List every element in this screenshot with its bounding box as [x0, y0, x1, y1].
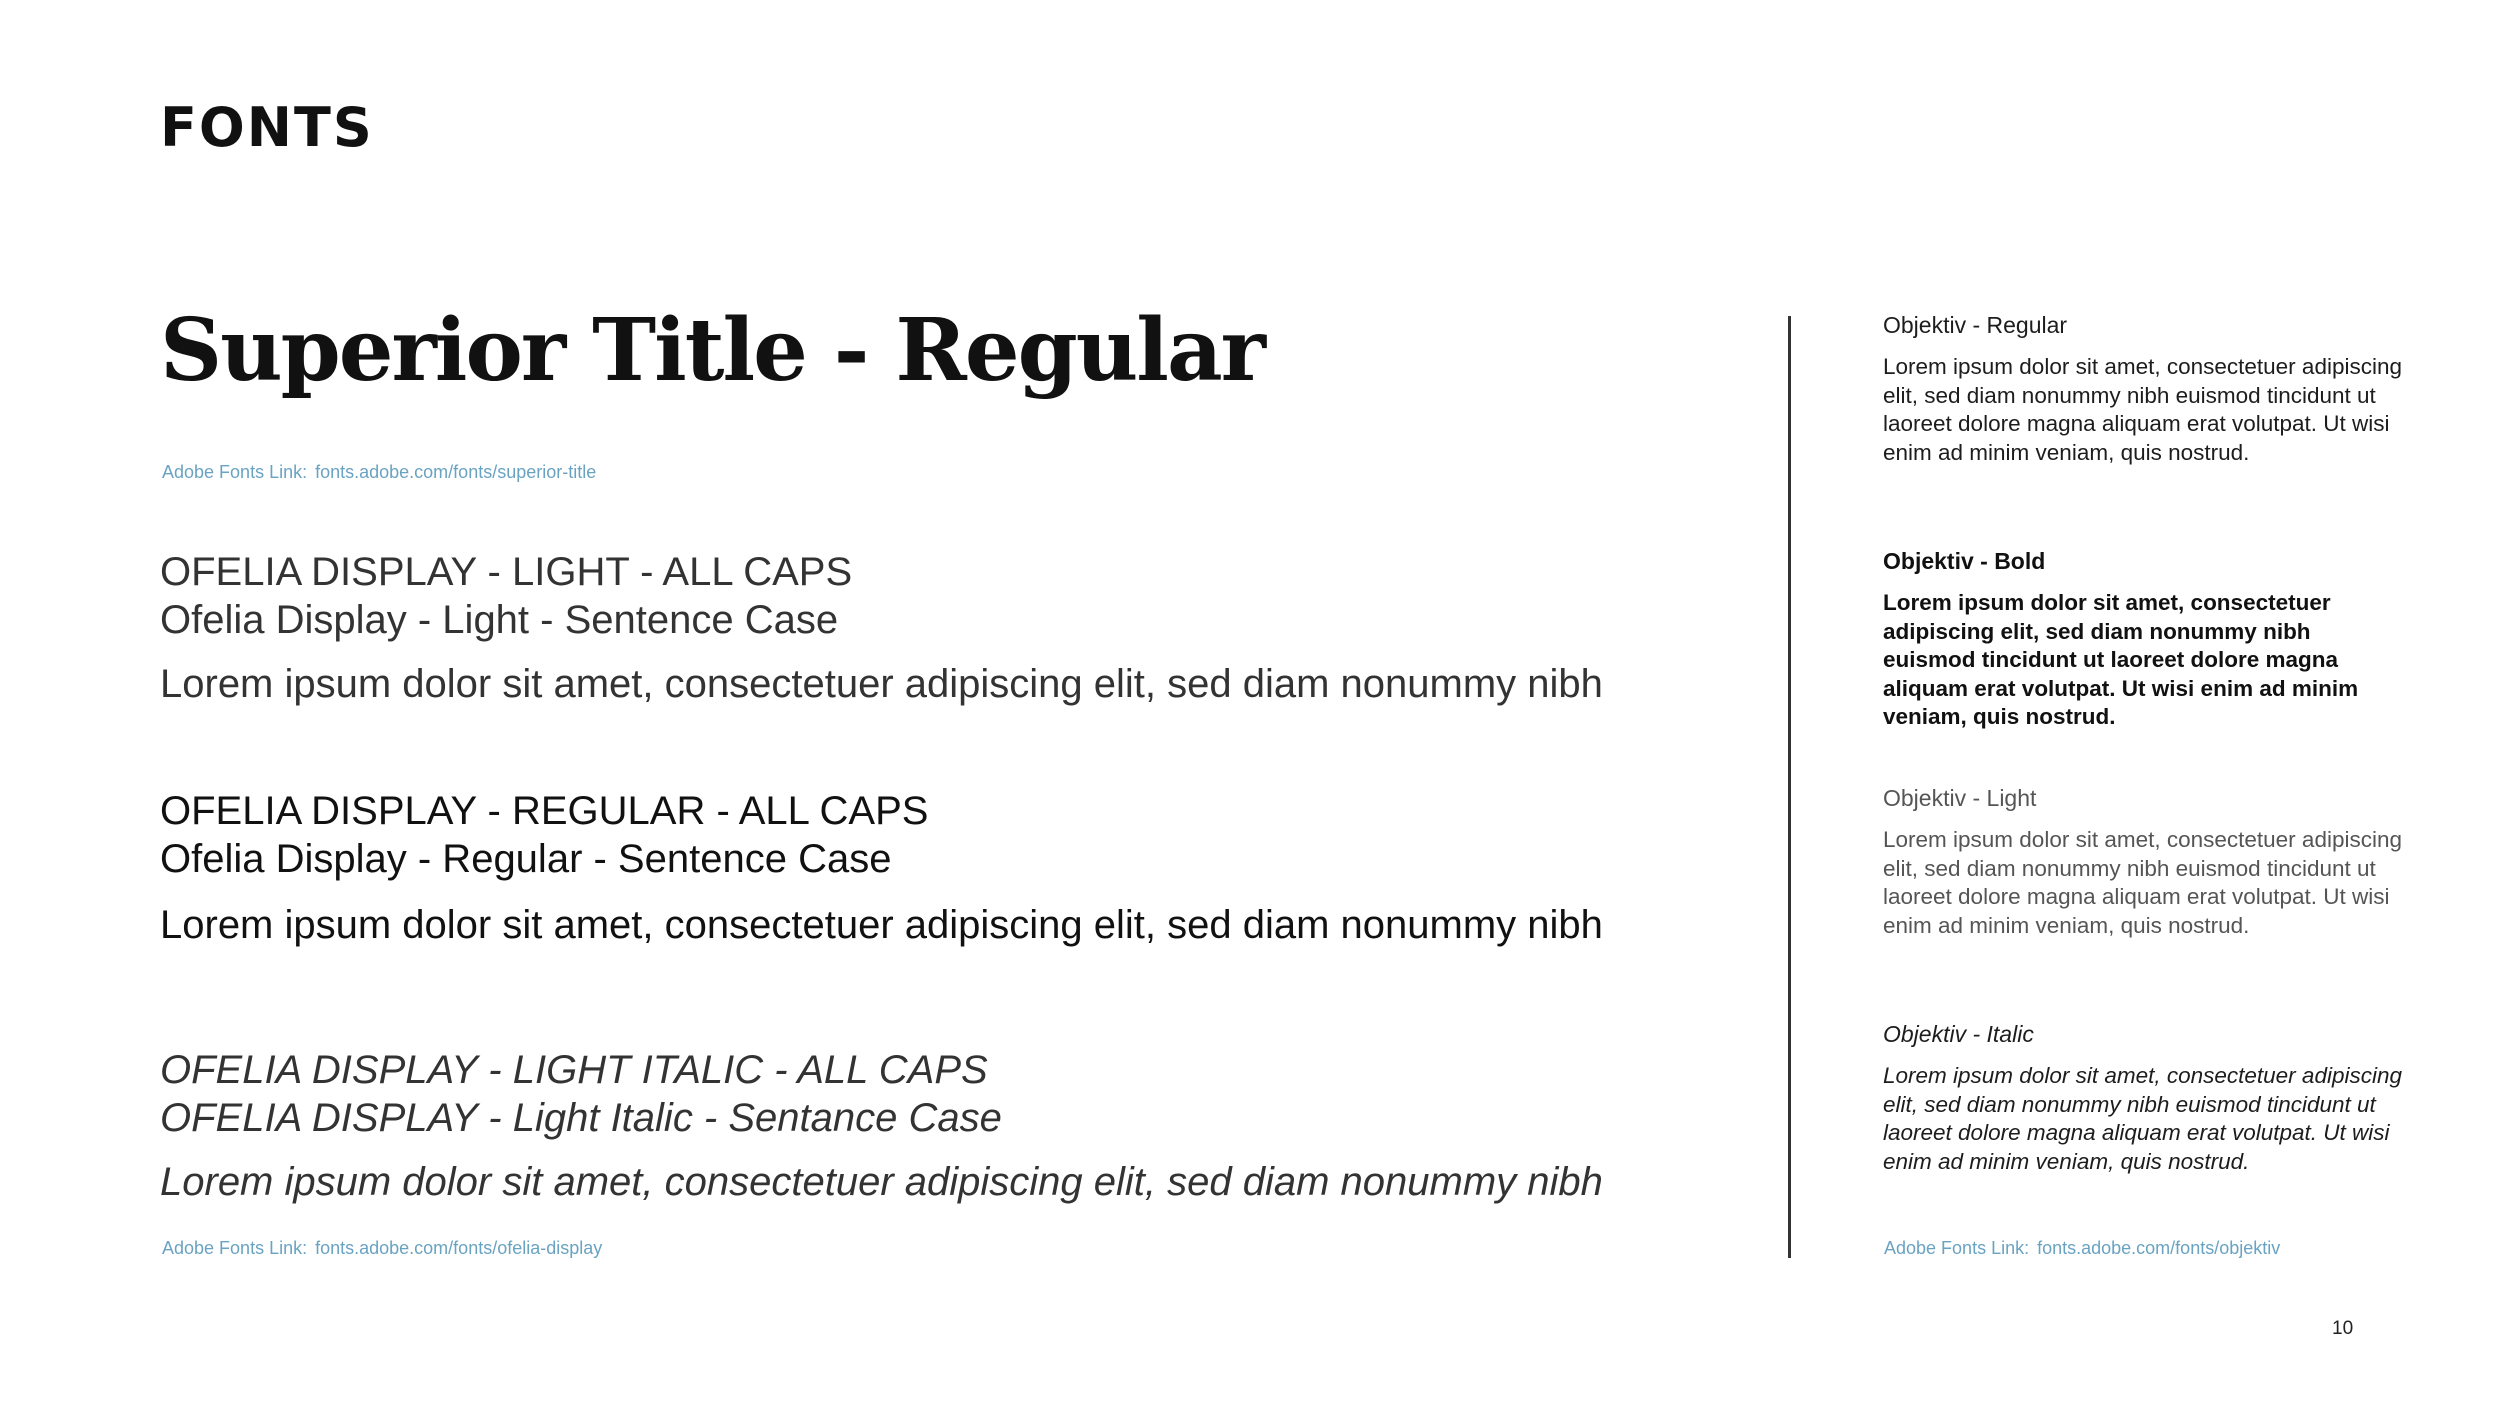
ofelia-light-italic-sentence: OFELIA DISPLAY - Light Italic - Sentance Case — [160, 1096, 1002, 1140]
ofelia-light-caps: OFELIA DISPLAY - LIGHT - ALL CAPS — [160, 550, 853, 594]
superior-fonts-link[interactable] — [162, 462, 596, 483]
objektiv-link-label: Adobe Fonts Link: — [1884, 1238, 2030, 1258]
objektiv-italic-block — [1883, 1021, 2403, 1176]
objektiv-italic-name: Objektiv - Italic — [1883, 1021, 2034, 1047]
objektiv-bold-text: Lorem ipsum dolor sit amet, consectetuer adipiscing elit, sed diam nonummy nibh euismod tincidunt ut laoreet dolore magna aliquam erat volutpat. Ut wisi enim ad minim veniam, quis nostrud. — [1883, 590, 2359, 729]
objektiv-bold-name: Objektiv - Bold — [1883, 548, 2046, 574]
superior-link-url[interactable]: fonts.adobe.com/fonts/superior-title — [315, 462, 597, 482]
objektiv-italic-text: Lorem ipsum dolor sit amet, consectetuer adipiscing elit, sed diam nonummy nibh euismod tincidunt ut laoreet dolore magna aliquam erat volutpat. Ut wisi enim ad minim veniam, quis nostrud. — [1883, 1063, 2402, 1174]
superior-title-sample: Superior Title - Regular — [160, 300, 1264, 401]
objektiv-light-name: Objektiv - Light — [1883, 785, 2037, 811]
page-number: 10 — [2332, 1318, 2354, 1339]
objektiv-link-url[interactable]: fonts.adobe.com/fonts/objektiv — [2037, 1238, 2281, 1258]
ofelia-light-italic-caps: OFELIA DISPLAY - LIGHT ITALIC - ALL CAPS — [160, 1048, 988, 1092]
objektiv-regular-name: Objektiv - Regular — [1883, 312, 2068, 338]
ofelia-link-label: Adobe Fonts Link: — [162, 1238, 308, 1258]
vertical-divider — [1788, 316, 1791, 1258]
ofelia-fonts-link[interactable] — [162, 1238, 602, 1259]
ofelia-light-sample: Lorem ipsum dolor sit amet, consectetuer adipiscing elit, sed diam nonummy nibh — [160, 662, 1603, 706]
ofelia-light-italic-sample: Lorem ipsum dolor sit amet, consectetuer adipiscing elit, sed diam nonummy nibh — [160, 1160, 1603, 1204]
superior-link-label: Adobe Fonts Link: — [162, 462, 308, 482]
ofelia-regular-sentence: Ofelia Display - Regular - Sentence Case — [160, 837, 892, 881]
objektiv-light-text: Lorem ipsum dolor sit amet, consectetuer adipiscing elit, sed diam nonummy nibh euismod tincidunt ut laoreet dolore magna aliquam erat volutpat. Ut wisi enim ad minim veniam, quis nostrud. — [1883, 827, 2402, 938]
objektiv-light-block — [1883, 785, 2403, 940]
objektiv-fonts-link[interactable] — [1884, 1238, 2280, 1259]
objektiv-bold-block — [1883, 548, 2403, 732]
ofelia-regular-sample: Lorem ipsum dolor sit amet, consectetuer adipiscing elit, sed diam nonummy nibh — [160, 903, 1603, 947]
objektiv-regular-block — [1883, 312, 2403, 467]
ofelia-link-url[interactable]: fonts.adobe.com/fonts/ofelia-display — [315, 1238, 603, 1258]
objektiv-regular-text: Lorem ipsum dolor sit amet, consectetuer adipiscing elit, sed diam nonummy nibh euismod tincidunt ut laoreet dolore magna aliquam erat volutpat. Ut wisi enim ad minim veniam, quis nostrud. — [1883, 354, 2402, 465]
ofelia-regular-caps: OFELIA DISPLAY - REGULAR - ALL CAPS — [160, 789, 929, 833]
ofelia-light-sentence: Ofelia Display - Light - Sentence Case — [160, 598, 839, 642]
page-heading: FONTS — [160, 96, 374, 159]
